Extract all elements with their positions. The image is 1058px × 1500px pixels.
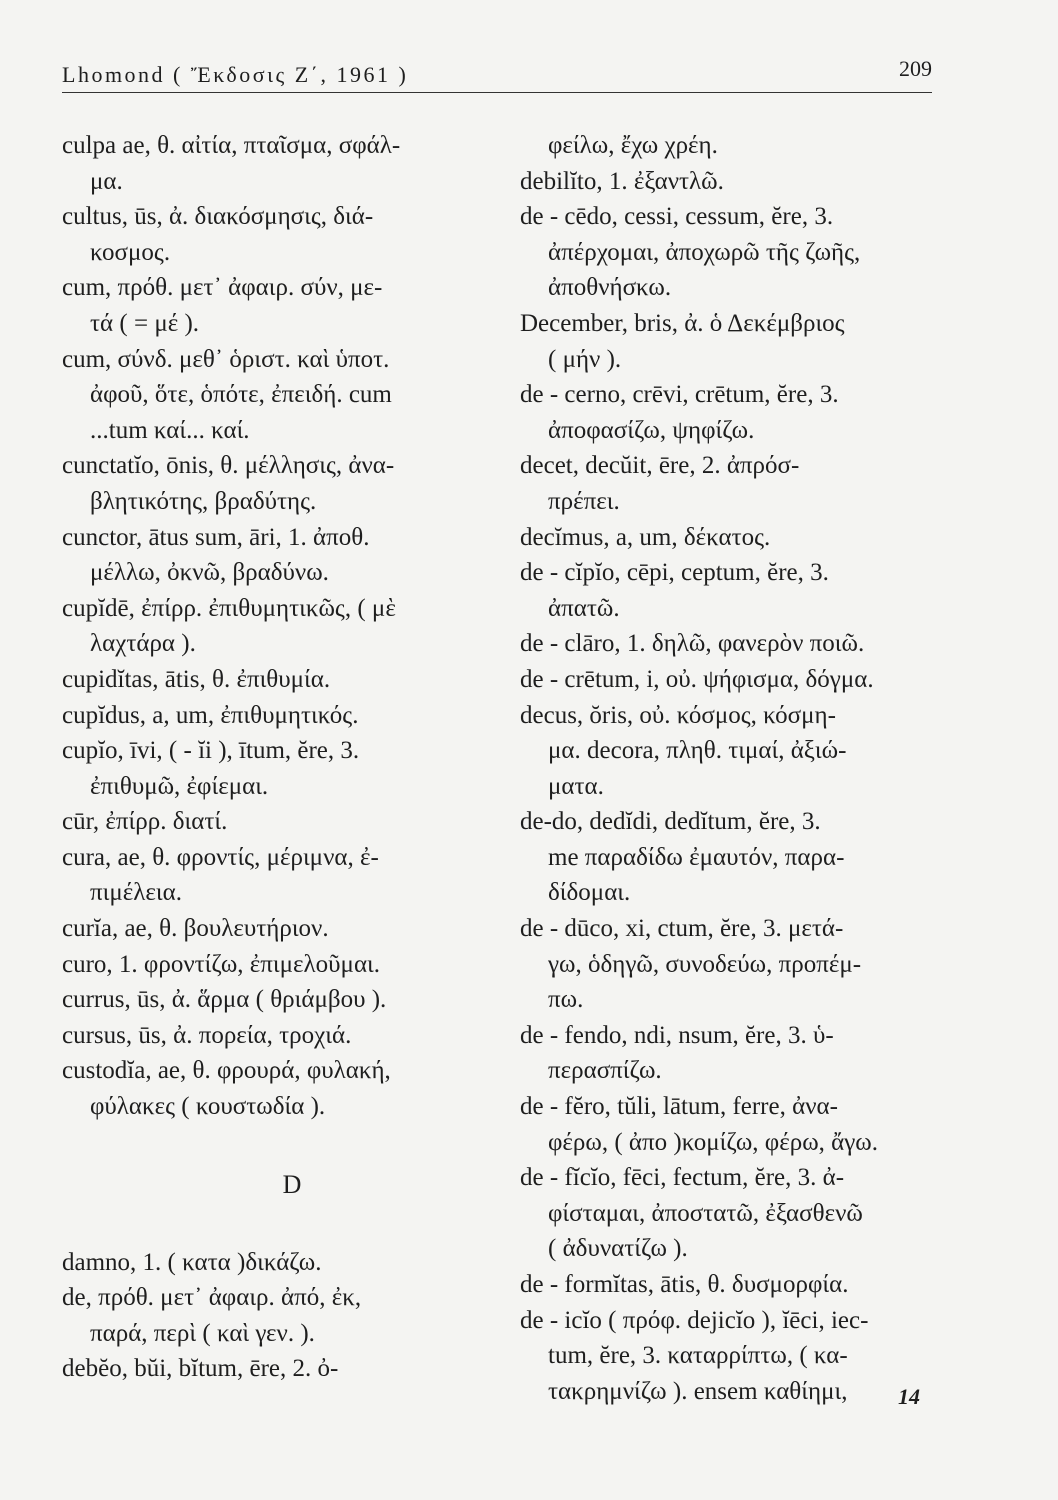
entry-line: cursus, ūs, ἀ. πορεία, τροχιά. bbox=[62, 1021, 352, 1049]
entry-line: cura, ae, θ. φροντίς, μέριμνα, ἐ- bbox=[62, 843, 379, 871]
entry-continuation: πιμέλεια. bbox=[90, 879, 182, 907]
entry-continuation: ( ἀδυνατίζω ). bbox=[548, 1235, 688, 1263]
entry-continuation: βλητικότης, βραδύτης. bbox=[90, 487, 317, 515]
entry-line: cunctor, ātus sum, āri, 1. ἀποθ. bbox=[62, 523, 370, 551]
entry-line: culpa ae, θ. αἰτία, πταῖσμα, σφάλ- bbox=[62, 132, 401, 159]
entry-continuation: ( μήν ). bbox=[548, 345, 622, 373]
entry-line: curĭa, ae, θ. βουλευτήριον. bbox=[62, 915, 329, 943]
entry-continuation: ἀφοῦ, ὅτε, ὁπότε, ἐπειδή. cum bbox=[90, 381, 392, 409]
section-letter: D bbox=[282, 1169, 302, 1199]
entry-line: debĕo, bŭi, bĭtum, ēre, 2. ὀ- bbox=[62, 1355, 339, 1383]
entry-continuation: tum, ĕre, 3. καταρρίπτω, ( κα- bbox=[548, 1342, 848, 1370]
entry-continuation: ἀποφασίζω, ψηφίζω. bbox=[548, 416, 755, 444]
entry-continuation: τακρημνίζω ). ensem καθίημι, bbox=[548, 1377, 848, 1405]
entry-line: curo, 1. φροντίζω, ἐπιμελοῦμαι. bbox=[62, 950, 381, 978]
entry-line: December, bris, ἀ. ὁ Δεκέμβριος bbox=[520, 309, 845, 337]
entry-line: cūr, ἐπίρρ. διατί. bbox=[62, 808, 228, 836]
entry-continuation: κοσμος. bbox=[90, 238, 171, 266]
header-title: Lhomond ( Ἔκδοσις Ζ΄, 1961 ) bbox=[62, 62, 409, 87]
entry-line: cultus, ūs, ἀ. διακόσμησις, διά- bbox=[62, 203, 374, 231]
entry-continuation: περασπίζω. bbox=[548, 1057, 662, 1085]
entry-continuation: φέρω, ( ἀπο )κομίζω, φέρω, ἄγω. bbox=[548, 1128, 879, 1156]
entry-line: decus, ŏris, οὐ. κόσμος, κόσμη- bbox=[520, 701, 836, 729]
entry-line: de - fendo, ndi, nsum, ĕre, 3. ὑ- bbox=[520, 1021, 834, 1049]
entry-line: decet, decŭit, ēre, 2. ἀπρόσ- bbox=[520, 452, 800, 480]
entry-line: decĭmus, a, um, δέκατος. bbox=[520, 523, 771, 551]
entry-line: de-do, dedĭdi, dedĭtum, ĕre, 3. bbox=[520, 808, 821, 836]
entry-line: de - cerno, crēvi, crētum, ĕre, 3. bbox=[520, 381, 839, 409]
entry-line: de - cēdo, cessi, cessum, ĕre, 3. bbox=[520, 203, 834, 231]
entry-line: de - icĭo ( πρόφ. dejicĭo ), ĭēci, iec- bbox=[520, 1306, 869, 1334]
page-number: 209 bbox=[899, 56, 932, 81]
entry-line: cunctatĭo, ōnis, θ. μέλλησις, ἀνα- bbox=[62, 452, 395, 480]
entry-line: de - fĕro, tŭli, lātum, ferre, ἀνα- bbox=[520, 1093, 838, 1121]
entry-line: de - formĭtas, ātis, θ. δυσμορφία. bbox=[520, 1271, 849, 1298]
entry-continuation: μα. decora, πληθ. τιμαί, ἀξιώ- bbox=[548, 737, 847, 765]
entry-line: cum, σύνδ. μεθ᾽ ὁριστ. καὶ ὑποτ. bbox=[62, 345, 390, 373]
entry-continuation: μα. bbox=[90, 167, 123, 195]
entry-continuation: ἀπατῶ. bbox=[548, 594, 620, 622]
entry-line: de - clāro, 1. δηλῶ, φανερὸν ποιῶ. bbox=[520, 630, 865, 658]
entry-line: de - dūco, xi, ctum, ĕre, 3. μετά- bbox=[520, 915, 844, 943]
entry-line: custodĭa, ae, θ. φρουρά, φυλακή, bbox=[62, 1057, 391, 1085]
entry-continuation: γω, ὁδηγῶ, συνοδεύω, προπέμ- bbox=[548, 950, 862, 978]
entry-line: de - crētum, i, οὐ. ψήφισμα, δόγμα. bbox=[520, 665, 874, 693]
entry-continuation: παρά, περὶ ( καὶ γεν. ). bbox=[90, 1319, 315, 1347]
entry-continuation: ἀποθνήσκω. bbox=[548, 274, 672, 302]
entry-continuation: me παραδίδω ἐμαυτόν, παρα- bbox=[548, 843, 845, 871]
entry-line: de - fĭcĭo, fēci, fectum, ĕre, 3. ἀ- bbox=[520, 1164, 845, 1192]
entry-line: cupĭdē, ἐπίρρ. ἐπιθυμητικῶς, ( μὲ bbox=[62, 594, 396, 622]
entry-line: cupĭdus, a, um, ἐπιθυμητικός. bbox=[62, 701, 359, 729]
entry-continuation: φίσταμαι, ἀποστατῶ, ἐξασθενῶ bbox=[548, 1199, 863, 1227]
entry-line: de, πρόθ. μετ᾽ ἀφαιρ. ἀπό, ἐκ, bbox=[62, 1284, 362, 1312]
entry-continuation: ...tum καί... καί. bbox=[90, 416, 250, 444]
entry-line: cupidĭtas, ātis, θ. ἐπιθυμία. bbox=[62, 665, 331, 693]
right-column bbox=[520, 128, 945, 1409]
entry-continuation: ἀπέρχομαι, ἀποχωρῶ τῆς ζωῆς, bbox=[548, 238, 861, 266]
entry-continuation: λαχτάρα ). bbox=[90, 630, 196, 658]
entry-line: debilĭto, 1. ἐξαντλῶ. bbox=[520, 167, 724, 195]
running-header bbox=[62, 56, 932, 93]
entry-continuation: ματα. bbox=[548, 772, 604, 800]
entry-continuation: ἐπιθυμῶ, ἐφίεμαι. bbox=[90, 772, 269, 800]
entry-line: cupĭo, īvi, ( - ĭi ), ītum, ĕre, 3. bbox=[62, 737, 360, 765]
entry-line: de - cĭpĭo, cēpi, ceptum, ĕre, 3. bbox=[520, 559, 829, 587]
entry-continuation: πω. bbox=[548, 986, 584, 1014]
entry-continuation: τά ( = μέ ). bbox=[90, 309, 200, 337]
entry-continuation: δίδομαι. bbox=[548, 879, 631, 907]
entry-continuation: φύλακες ( κουστωδία ). bbox=[90, 1093, 326, 1121]
entry-line: cum, πρόθ. μετ᾽ ἀφαιρ. σύν, με- bbox=[62, 274, 383, 302]
entry-line: currus, ūs, ἀ. ἅρμα ( θριάμβου ). bbox=[62, 986, 387, 1014]
entry-line: damno, 1. ( κατα )δικάζω. bbox=[62, 1248, 322, 1276]
entry-continuation: μέλλω, ὀκνῶ, βραδύνω. bbox=[90, 559, 329, 587]
entry-continuation: φείλω, ἔχω χρέη. bbox=[548, 132, 718, 159]
left-column bbox=[62, 128, 502, 1387]
entry-continuation: πρέπει. bbox=[548, 487, 620, 515]
sheet-signature: 14 bbox=[898, 1384, 920, 1409]
